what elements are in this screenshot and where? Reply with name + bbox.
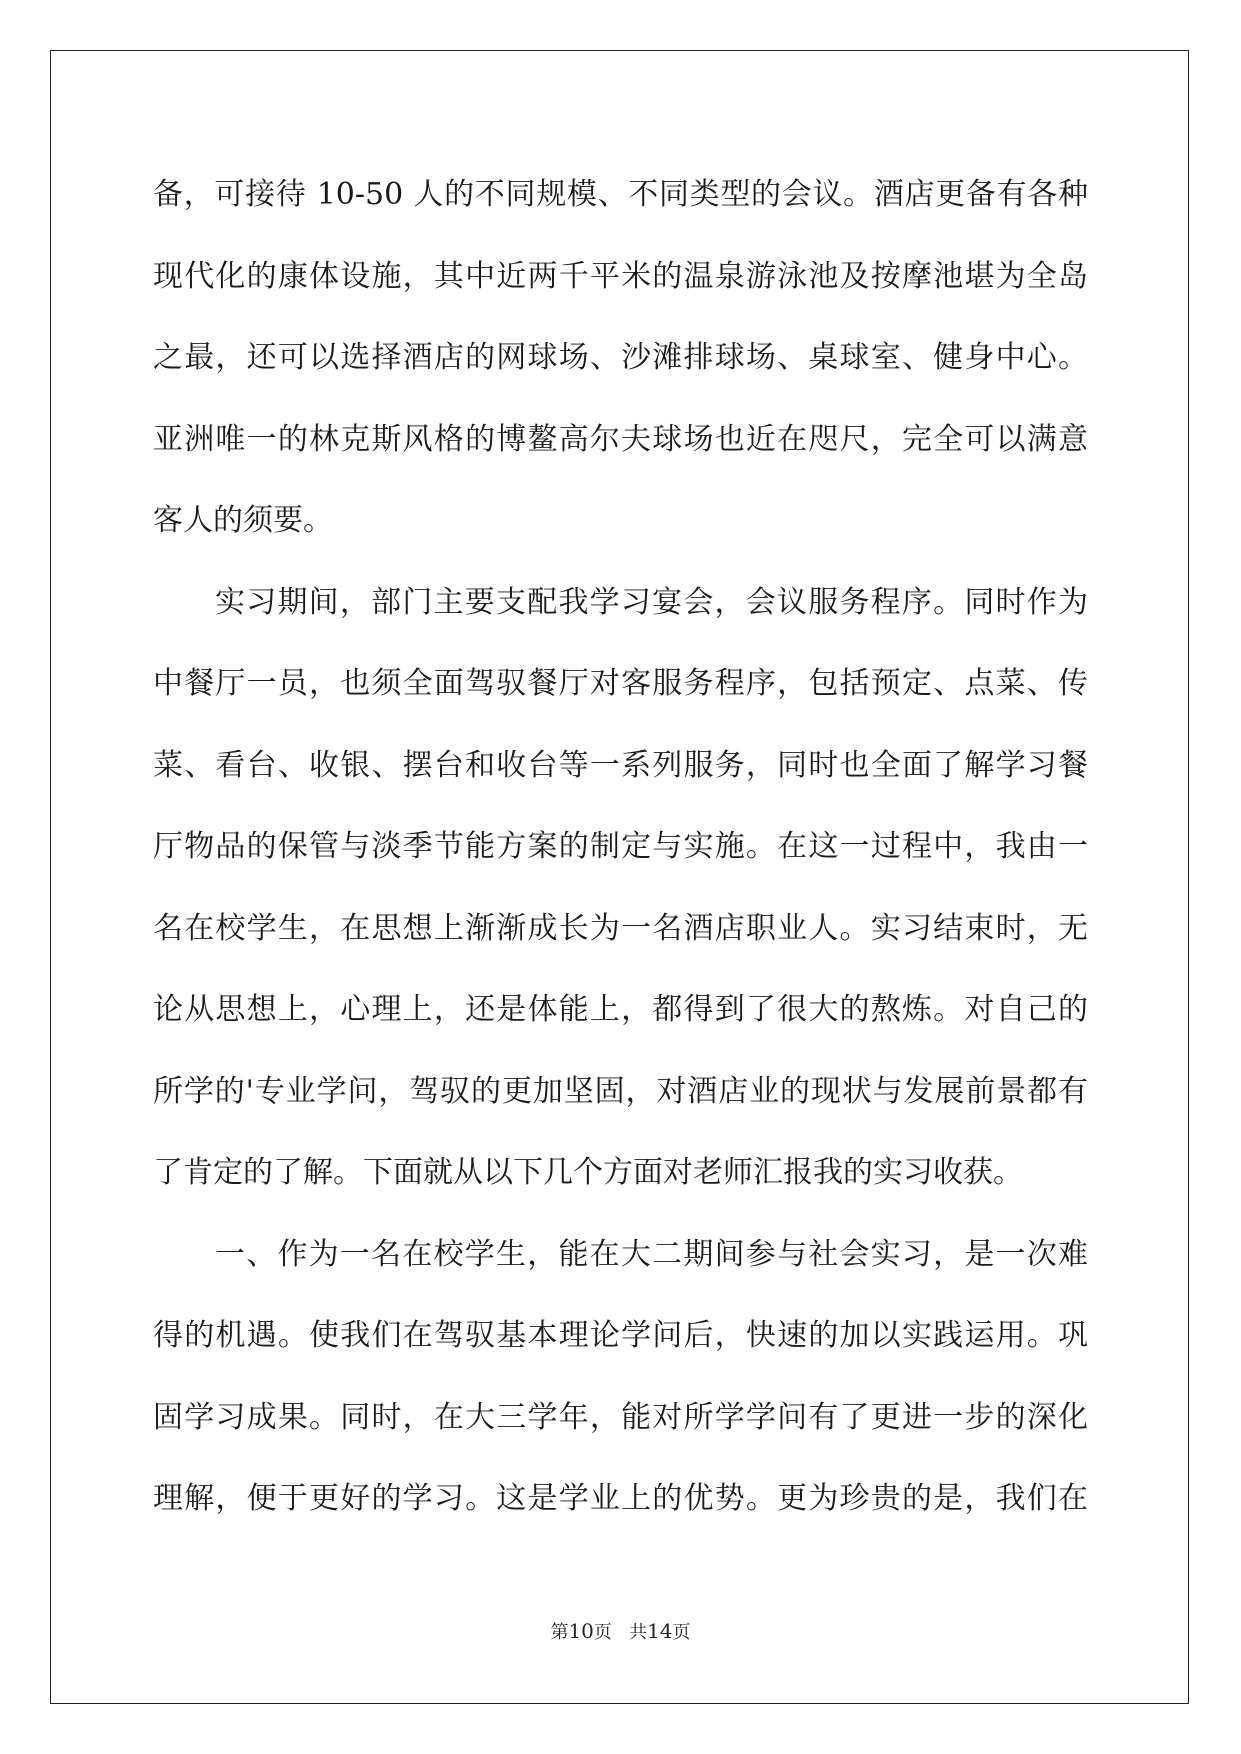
paragraph-first-line: 一、作为一名在校学生，能在大二期间参与社会实习，是一次难 — [215, 1236, 1088, 1272]
text-line: 固学习成果。同时，在大三学年，能对所学学问有了更进一步的深化 — [153, 1399, 1088, 1435]
text-line: 厅物品的保管与淡季节能方案的制定与实施。在这一过程中，我由一 — [153, 829, 1088, 864]
document-body — [153, 154, 1088, 1540]
text-line: 得的机遇。使我们在驾驭基本理论学问后，快速的加以实践运用。巩 — [153, 1318, 1088, 1353]
text-line: 所学的'专业学问，驾驭的更加坚固，对酒店业的现状与发展前景都有 — [153, 1073, 1088, 1109]
page-current: 10 — [568, 1619, 594, 1643]
paragraph-first-line: 实习期间，部门主要支配我学习宴会，会议服务程序。同时作为 — [215, 584, 1088, 620]
text-line: 之最，还可以选择酒店的网球场、沙滩排球场、桌球室、健身中心。 — [153, 340, 1088, 375]
page-unit: 页 — [593, 1622, 612, 1643]
total-unit: 页 — [672, 1622, 691, 1643]
text-line: 菜、看台、收银、摆台和收台等一系列服务，同时也全面了解学习餐 — [153, 747, 1088, 783]
text-line: 中餐厅一员，也须全面驾驭餐厅对客服务程序，包括预定、点菜、传 — [153, 666, 1088, 701]
text-line: 理解，便于更好的学习。这是学业上的优势。更为珍贵的是，我们在 — [153, 1481, 1088, 1516]
text-line: 亚洲唯一的林克斯风格的博鳌高尔夫球场也近在咫尺，完全可以满意 — [153, 421, 1088, 457]
page-total: 14 — [647, 1619, 673, 1643]
text-line: 论从思想上，心理上，还是体能上，都得到了很大的熬炼。对自己的 — [153, 992, 1088, 1027]
total-prefix: 共 — [629, 1622, 648, 1643]
page-prefix: 第 — [550, 1622, 569, 1643]
text-line: 备，可接待 10-50 人的不同规模、不同类型的会议。酒店更备有各种 — [153, 177, 1088, 212]
text-line: 名在校学生，在思想上渐渐成长为一名酒店职业人。实习结束时，无 — [153, 910, 1088, 946]
text-line: 了肯定的了解。下面就从以下几个方面对老师汇报我的实习收获。 — [153, 1155, 1023, 1190]
page-footer — [0, 1618, 1241, 1644]
text-line: 现代化的康体设施，其中近两千平米的温泉游泳池及按摩池堪为全岛 — [153, 258, 1088, 294]
text-line: 客人的须要。 — [153, 503, 333, 538]
